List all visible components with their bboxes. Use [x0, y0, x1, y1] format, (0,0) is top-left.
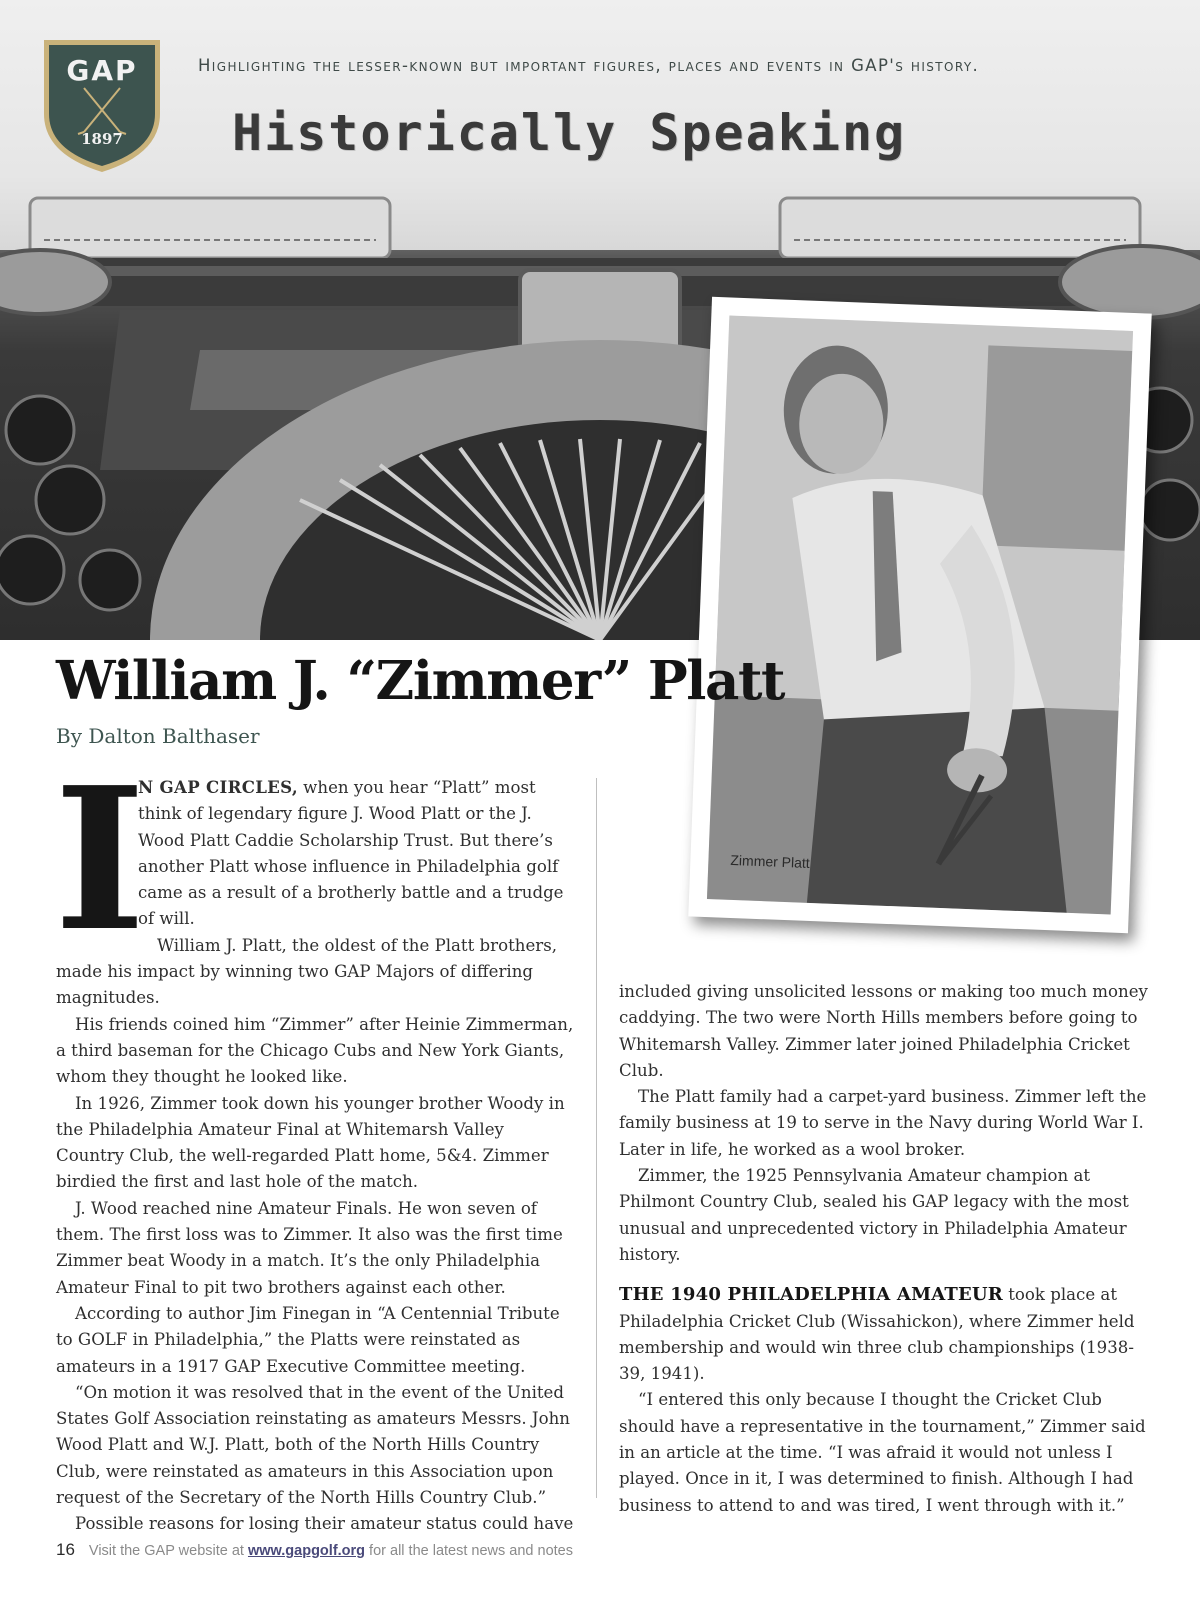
article-column-right [619, 979, 1151, 1519]
article-paragraph: Possible reasons for losing their amateur status could have [75, 1514, 574, 1534]
article-paragraph: J. Wood reached nine Amateur Finals. He won seven of them. The first loss was to Zimmer. It also was the first time Zimmer beat Woody in a match. It’s the only Philadelphia Amateur Final to pit two brothers against each other. [56, 1198, 563, 1297]
article-title: William J. “Zimmer” Platt [56, 650, 785, 712]
column-divider [596, 778, 597, 1498]
paragraph-text: took place at Philadelphia Cricket Club (Wissahickon), where Zimmer held membership and would win three club championships (1938-39, 1941). [619, 1285, 1135, 1384]
paragraph-spacer [619, 1268, 1151, 1282]
article-paragraph: Zimmer, the 1925 Pennsylvania Amateur champion at Philmont Country Club, sealed his GAP legacy with the most unusual and unprecedented victory in Philadelphia Amateur history. [619, 1166, 1129, 1264]
article-column-left [54, 745, 576, 1538]
article-byline: By Dalton Balthaser [56, 724, 260, 748]
article-subhead: THE 1940 PHILADELPHIA AMATEUR [619, 1284, 1003, 1306]
section-tagline: Highlighting the lesser-known but important figures, places and events in GAP's history. [198, 56, 980, 75]
section-title: Historically Speaking [232, 104, 907, 162]
footer-text-after: for all the latest news and notes [365, 1543, 573, 1559]
lead-in: N GAP CIRCLES, [138, 777, 298, 797]
logo-year: 1897 [81, 130, 123, 148]
portrait-photo [707, 315, 1133, 914]
article-paragraph: “I entered this only because I thought the Cricket Club should have a representative in the tournament,” Zimmer said in an article at the time. “I was afraid it would not unless I played. Once in it, I was determined to finish. Although I had business to attend to and was tired, I went through with it.” [619, 1390, 1146, 1515]
article-paragraph: His friends coined him “Zimmer” after Heinie Zimmerman, a third baseman for the Chicago Cubs and New York Giants, whom they thought he looked like. [56, 1014, 574, 1087]
logo-letters: GAP [66, 54, 138, 87]
golfer-figure [707, 315, 1133, 914]
article-paragraph: included giving unsolicited lessons or making too much money caddying. The two were North Hills members before going to Whitemarsh Valley. Zimmer later joined Philadelphia Cricket Club. [619, 982, 1148, 1080]
page-number: 16 [56, 1540, 75, 1559]
footer-text: Visit the GAP website at [88, 1543, 248, 1559]
article-paragraph: In 1926, Zimmer took down his younger brother Woody in the Philadelphia Amateur Final at Whitemarsh Valley Country Club, the well-regarded Platt home, 5&4. Zimmer birdied the first and last hole of the match. [56, 1093, 565, 1192]
article-paragraph: William J. Platt, the oldest of the Platt brothers, made his impact by winning two GAP Majors of differing magnitudes. [56, 935, 557, 1008]
page-footer [56, 1540, 573, 1560]
paragraph-text: when you hear “Platt” most think of legendary figure J. Wood Platt or the J. Wood Platt Caddie Scholarship Trust. But there’s another Platt whose influence in Philadelphia golf came as a result of a brotherly battle and a trudge of will. [138, 778, 564, 929]
photo-caption: Zimmer Platt [730, 851, 811, 871]
article-paragraph: “On motion it was resolved that in the event of the United States Golf Association reinstating as amateurs Messrs. John Wood Platt and W.J. Platt, both of the North Hills Country Club, were reinstated as amateurs in this Association upon request of the Secretary of the North Hills Country Club.” [56, 1382, 570, 1508]
article-paragraph: According to author Jim Finegan in “A Centennial Tribute to GOLF in Philadelphia,” the Platts were reinstated as amateurs in a 1917 GAP Executive Committee meeting. [56, 1303, 560, 1376]
article-paragraph: The Platt family had a carpet-yard business. Zimmer left the family business at 19 to serve in the Navy during World War I. Later in life, he worked as a wool broker. [619, 1087, 1147, 1159]
article-paragraph [619, 1282, 1151, 1387]
drop-cap: I [54, 745, 146, 975]
website-link[interactable]: www.gapgolf.org [247, 1543, 366, 1559]
gap-logo[interactable] [40, 36, 164, 176]
photo-frame [688, 297, 1151, 933]
